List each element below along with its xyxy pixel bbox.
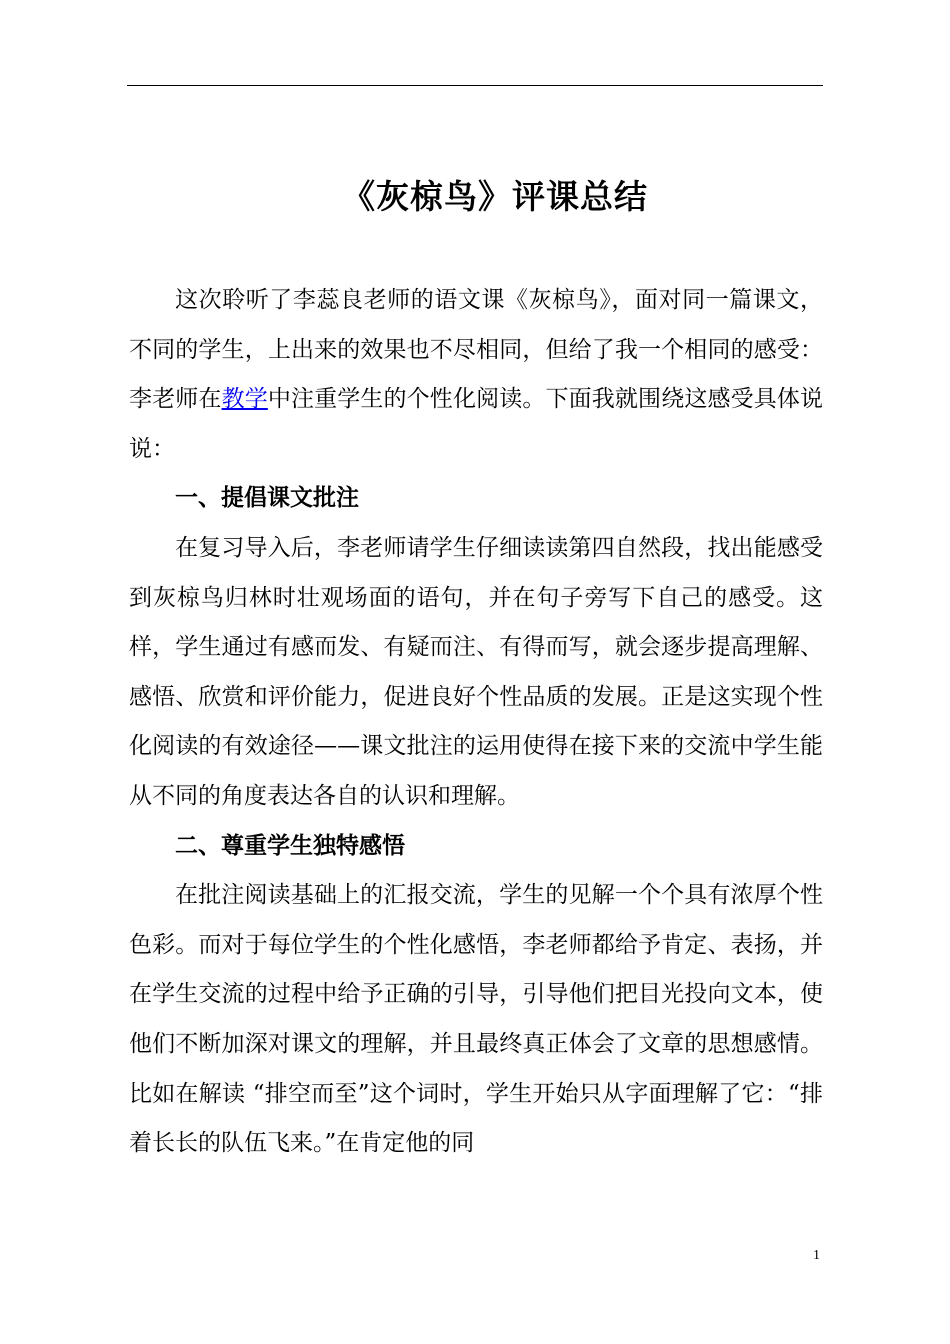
- teaching-link[interactable]: 教学: [221, 386, 268, 413]
- section-paragraph: 在复习导入后，李老师请学生仔细读读第四自然段，找出能感受到灰椋鸟归林时壮观场面的语句，并在句子旁写下自己的感受。这样，学生通过有感而发、有疑而注、有得而写，就会逐步提高理解、感悟、欣赏和评价能力，促进良好个性品质的发展。正是这实现个性化阅读的有效途径——课文批注的运用使得在接下来的交流中学生能从不同的角度表达各自的认识和理解。: [129, 534, 823, 809]
- section-heading: 一、提倡课文批注: [175, 485, 359, 512]
- intro-paragraph: [129, 276, 823, 474]
- document-title: 《灰椋鸟》评课总结: [342, 177, 648, 216]
- intro-text-after-link: 中注重学生的个性化阅读。下面我就围绕这感受具体说说：: [129, 386, 824, 462]
- header-rule: [127, 85, 823, 86]
- document-body: [129, 276, 823, 1169]
- section-heading: 二、尊重学生独特感悟: [175, 832, 405, 859]
- section-paragraph: 在批注阅读基础上的汇报交流，学生的见解一个个具有浓厚个性色彩。而对于每位学生的个性化感悟，李老师都给予肯定、表扬，并在学生交流的过程中给予正确的引导，引导他们把目光投向文本，使他们不断加深对课文的理解，并且最终真正体会了文章的思想感情。比如在解读 “排空而至”这个词时，学生开始只从字面理解了它：“排着长长的队伍飞来。”在肯定他的同: [129, 882, 823, 1157]
- page-number: 1: [813, 1248, 820, 1263]
- intro-text-before-link: 这次聆听了李蕊良老师的语文课《灰椋鸟》，面对同一篇课文，不同的学生，上出来的效果也不尽相同，但给了我一个相同的感受：李老师在: [129, 287, 823, 413]
